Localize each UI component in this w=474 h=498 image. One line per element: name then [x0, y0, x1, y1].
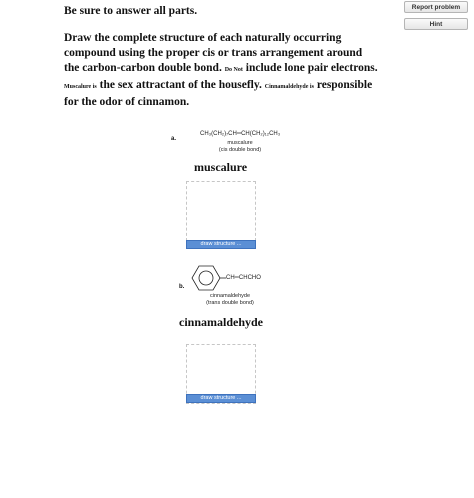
benzene-ring-icon — [190, 264, 226, 296]
cinnamaldehyde-name: cinnamaldehyde — [179, 315, 264, 329]
hint-button[interactable]: Hint — [404, 18, 468, 30]
top-buttons — [404, 0, 468, 35]
cinnamaldehyde-caption-note: (trans double bond) — [206, 300, 254, 306]
instruction-main: Draw the complete structure of each naturally occurring compound using the proper cis or trans arrangement around the carbon-carbon double bond. — [64, 32, 363, 74]
instruction-body — [64, 31, 379, 110]
part-a-label: a. — [171, 136, 177, 142]
cinnamaldehyde-caption-name: cinnamaldehyde — [209, 293, 251, 299]
muscalure-name: muscalure — [194, 160, 248, 174]
cinnamaldehyde-caption — [195, 293, 265, 307]
muscalure-text: the sex attractant of the housefly. — [99, 79, 262, 91]
muscalure-caption — [205, 140, 275, 154]
part-b-label: b. — [179, 284, 185, 290]
cinnamaldehyde-text: responsible for the odor of cinnamon. — [64, 79, 373, 108]
do-not-label: Do Not — [224, 67, 243, 73]
muscalure-formula: CH₃(CH₂)₇CH═CH(CH₂)₁₂CH₃ — [200, 131, 281, 137]
do-not-text: include lone pair electrons. — [245, 62, 378, 74]
report-problem-button[interactable]: Report problem — [404, 1, 468, 13]
muscalure-draw-structure-button[interactable]: draw structure ... — [186, 240, 256, 249]
instruction-header: Be sure to answer all parts. — [64, 5, 198, 17]
instructions — [64, 5, 404, 110]
muscalure-label: Muscalure is — [64, 84, 97, 90]
muscalure-answer-area[interactable] — [186, 181, 256, 241]
muscalure-caption-note: (cis double bond) — [218, 147, 262, 153]
cinnamaldehyde-formula: CH═CHCHO — [226, 275, 261, 281]
cinnamaldehyde-label: Cinnamaldehyde is — [264, 84, 314, 90]
muscalure-caption-name: muscalure — [227, 140, 253, 146]
cinnamaldehyde-draw-structure-button[interactable]: draw structure ... — [186, 394, 256, 403]
